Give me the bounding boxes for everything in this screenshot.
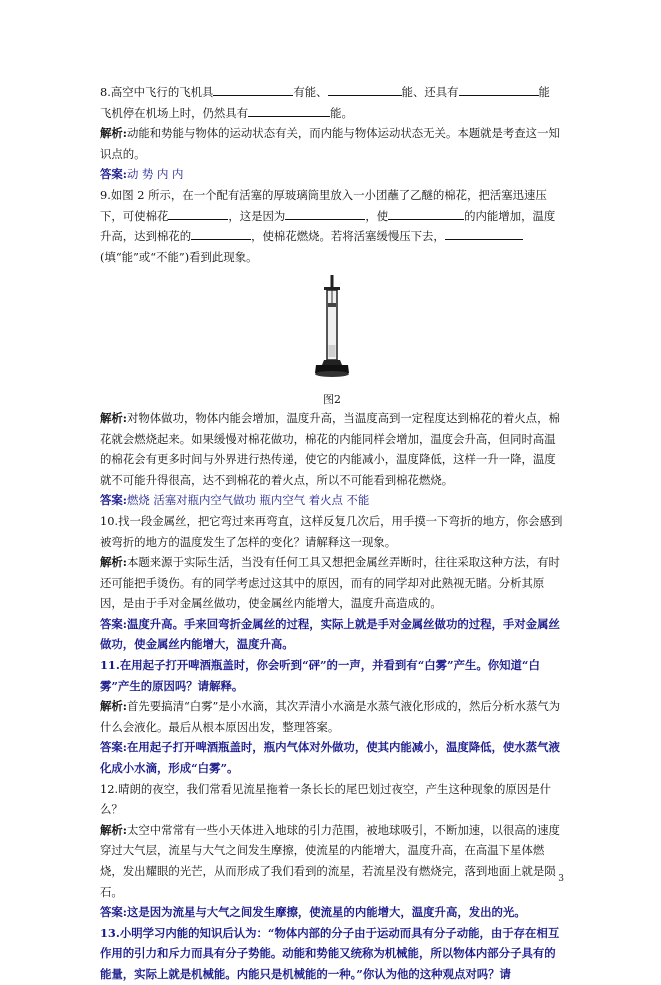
question-9-answer: 答案:燃烧 活塞对瓶内空气做功 瓶内空气 着火点 不能: [100, 493, 370, 508]
blank: [285, 206, 365, 220]
question-12-analysis: 解析:太空中常常有一些小天体进入地球的引力范围，被地球吸引，不断加速，以很高的速度穿过大气层，流星与大气之间发生摩擦，使流星的内能增大，温度升高，在高温下星体燃烧，发出耀眼的光芒，从而形成了我们看到的流星，若流星没有燃烧完，落到地面上就是陨石。: [100, 822, 560, 899]
question-11: 11.在用起子打开啤酒瓶盖时，你会听到“砰”的一声，并看到有“白雾”产生。你知道“白雾”产生的原因吗？请解释。: [100, 658, 540, 693]
question-12-answer: 答案:这是因为流星与大气之间发生摩擦，使流星的内能增大，温度升高，发出的光。: [100, 905, 526, 920]
blank: [248, 103, 330, 117]
blank: [445, 226, 523, 240]
question-10: 10.找一段金属丝，把它弯过来再弯直，这样反复几次后，用手摸一下弯折的地方，你会感到被弯折的地方的温度发生了怎样的变化？请解释这一现象。: [100, 513, 563, 549]
figure-piston-cylinder: [100, 273, 564, 408]
question-10-analysis: 解析:本题来源于实际生活，当没有任何工具又想把金属丝弄断时，往往采取这种方法，有时还可能把手烫伤。有的同学考虑过这其中的原因，而有的同学却对此熟视无睹。分析其原因，是由于手对金属丝做功，使金属丝内能增大，温度升高造成的。: [100, 555, 560, 611]
blank: [191, 226, 251, 240]
question-11-analysis: 解析:首先要搞清“白雾”是小水滴，其次弄清小水滴是水蒸气液化形成的，然后分析水蒸气为什么会液化。最后从根本原因出发，整理答案。: [100, 699, 561, 734]
figure-caption: 图2: [323, 392, 341, 406]
blank: [213, 82, 293, 96]
question-10-answer: 答案:温度升高。手来回弯折金属丝的过程，实际上就是手对金属丝做功的过程，手对金属丝做功，使金属丝内能增大，温度升高。: [100, 616, 560, 652]
piston-cylinder-illustration: [312, 273, 352, 383]
question-12: 12.晴朗的夜空，我们常看见流星拖着一条长长的尾巴划过夜空，产生这种现象的原因是什么？: [100, 781, 551, 817]
blank: [388, 206, 464, 220]
page-number: 3: [558, 874, 564, 884]
question-9-analysis: 解析:对物体做功，物体内能会增加，温度升高，当温度高到一定程度达到棉花的着火点，棉花就会燃烧起来。如果缓慢对棉花做功，棉花的内能同样会增加，温度会升高，但同时高温的棉花会有更多时间与外界进行热传递，使它的内能减小，温度降低，这样一升一降，温度就不可能升得很高，达不到棉花的着火点，所以不可能看到棉花燃烧。: [100, 410, 560, 487]
question-11-answer: 答案:在用起子打开啤酒瓶盖时，瓶内气体对外做功，使其内能减小，温度降低，使水蒸气液化成小水滴，形成“白雾”。: [100, 740, 560, 776]
blank: [459, 82, 539, 96]
question-13: 13.小明学习内能的知识后认为：“物体内部的分子由于运动而具有分子动能，由于存在相互作用的引力和斥力而具有分子势能。动能和势能又统称为机械能，所以物体内部分子具有的能量，实际上就是机械能。内能只是机械能的一种。”你认为他的这种观点对吗？请: [100, 925, 560, 981]
page-content: [100, 82, 564, 985]
blank: [168, 206, 228, 220]
question-8: 8.高空中飞行的飞机具 有能、 能、还具有 能 飞机停在机场上时，仍然具有 能。: [100, 82, 564, 123]
question-8-answer: 答案:动 势 内 内: [100, 167, 184, 182]
blank: [328, 82, 402, 96]
question-8-analysis: 解析:动能和势能与物体的运动状态有关，而内能与物体运动状态无关。本题就是考查这一知识点的。: [100, 126, 560, 161]
question-9: 9.如图 2 所示，在一个配有活塞的厚玻璃筒里放入一小团蘸了乙醚的棉花，把活塞迅速压下，可使棉花 ，这是因为 ，使 的内能增加，温度升高，达到棉花的 ，使棉花燃烧。若将活塞缓慢压下去， (填“能”或“不能”)看到此现象。: [100, 187, 556, 264]
